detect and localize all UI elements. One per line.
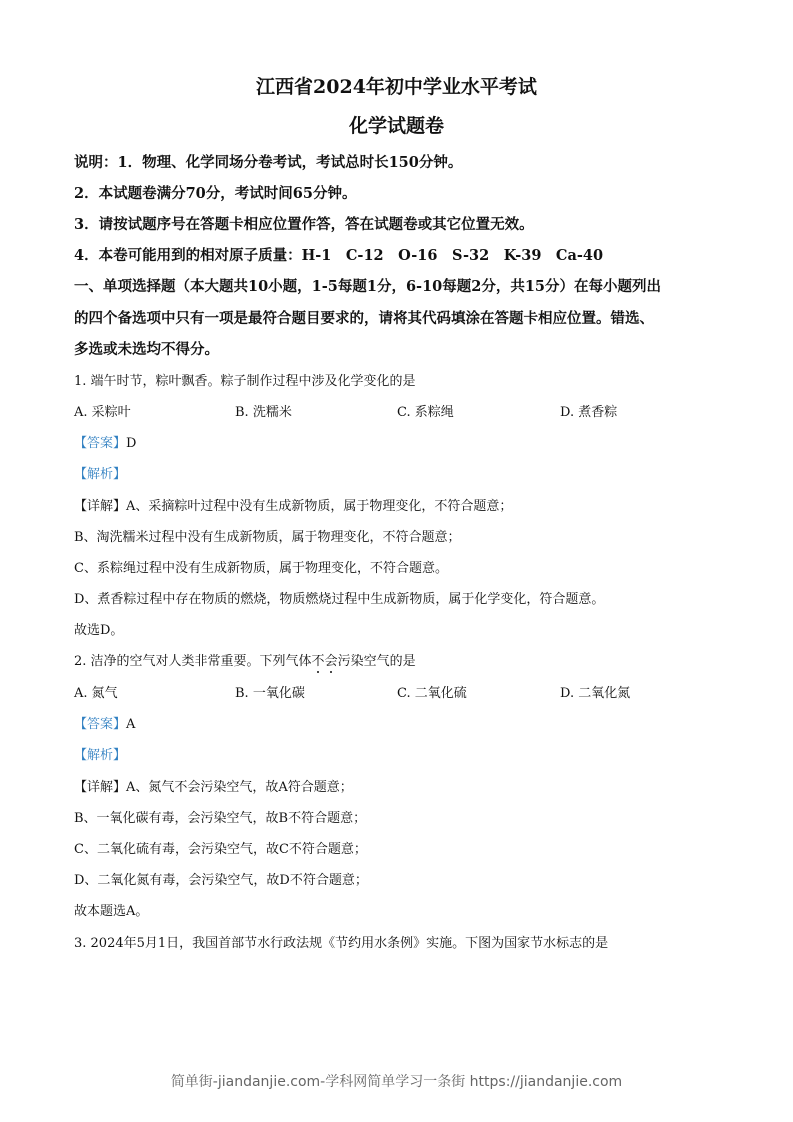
question-1-option-d: D. 煮香粽 bbox=[560, 405, 618, 420]
question-1-detail-1 bbox=[74, 495, 512, 514]
question-1-option-a: A. 采粽叶 bbox=[74, 405, 131, 420]
question-2-analysis-tag: 【解析】 bbox=[74, 748, 127, 763]
section-instructions-line2: 的四个备选项中只有一项是最符合题目要求的，请将其代码填涂在答题卡相应位置。错选、 bbox=[74, 310, 654, 327]
note-1: 说明：1．物理、化学同场分卷考试，考试总时长150分钟。 bbox=[74, 154, 463, 171]
question-1-detail-3: C、系粽绳过程中没有生成新物质，属于物理变化，不符合题意。 bbox=[74, 561, 448, 576]
question-1-conclusion: 故选D。 bbox=[74, 623, 124, 638]
question-3-stem: 3. 2024年5月1日，我国首部节水行政法规《节约用水条例》实施。下图为国家节水标志的是 bbox=[74, 936, 609, 951]
question-2-option-c: C. 二氧化硫 bbox=[397, 686, 467, 701]
question-1-analysis-tag: 【解析】 bbox=[74, 467, 127, 482]
question-2-stem bbox=[74, 650, 416, 669]
question-2-conclusion: 故本题选A。 bbox=[74, 904, 149, 919]
answer-value: A bbox=[126, 717, 136, 732]
question-1-option-c: C. 系粽绳 bbox=[397, 405, 454, 420]
question-2-detail-4: D、二氧化氮有毒，会污染空气，故D不符合题意； bbox=[74, 873, 368, 888]
answer-value: D bbox=[126, 436, 137, 451]
question-2-detail-1 bbox=[74, 776, 353, 795]
question-2-option-d: D. 二氧化氮 bbox=[560, 686, 631, 701]
question-2-option-a: A. 氮气 bbox=[74, 686, 118, 701]
question-1-stem: 1. 端午时节，粽叶飘香。粽子制作过程中涉及化学变化的是 bbox=[74, 374, 416, 389]
exam-title: 江西省2024年初中学业水平考试 bbox=[256, 76, 537, 98]
stem-part: 2. 洁净的空气对人类非常重要。下列气体 bbox=[74, 654, 312, 669]
answer-tag: 【答案】 bbox=[74, 717, 127, 732]
detail-tag: 【详解】 bbox=[74, 780, 127, 795]
detail-text: A、采摘粽叶过程中没有生成新物质，属于物理变化，不符合题意； bbox=[126, 499, 513, 514]
note-3: 3．请按试题序号在答题卡相应位置作答，答在试题卷或其它位置无效。 bbox=[74, 216, 534, 233]
page-footer[interactable]: 简单街-jiandanjie.com-学科网简单学习一条街 https://jiandanjie.com bbox=[170, 1074, 623, 1090]
detail-text: A、氮气不会污染空气，故A符合题意； bbox=[126, 780, 353, 795]
section-instructions-line1: 一、单项选择题（本大题共10小题，1-5每题1分，6-10每题2分，共15分）在每小题列出 bbox=[74, 278, 662, 295]
question-2-detail-2: B、一氧化碳有毒，会污染空气，故B不符合题意； bbox=[74, 811, 367, 826]
question-1-detail-4: D、煮香粽过程中存在物质的燃烧，物质燃烧过程中生成新物质，属于化学变化，符合题意。 bbox=[74, 592, 605, 607]
answer-tag: 【答案】 bbox=[74, 436, 127, 451]
detail-tag: 【详解】 bbox=[74, 499, 127, 514]
question-2-detail-3: C、二氧化硫有毒，会污染空气，故C不符合题意； bbox=[74, 842, 367, 857]
question-1-answer bbox=[74, 432, 136, 451]
section-instructions-line3: 多选或未选均不得分。 bbox=[74, 341, 219, 358]
question-2-option-b: B. 一氧化碳 bbox=[235, 686, 305, 701]
exam-subtitle: 化学试题卷 bbox=[348, 115, 444, 137]
question-1-option-b: B. 洗糯米 bbox=[235, 405, 292, 420]
emphasis-char: 不 bbox=[311, 654, 325, 669]
note-4: 4．本卷可能用到的相对原子质量：H-1 C-12 O-16 S-32 K-39 Ca-40 bbox=[74, 247, 604, 264]
question-2-answer bbox=[74, 713, 135, 732]
stem-part: 污染空气的是 bbox=[337, 654, 416, 669]
question-1-detail-2: B、淘洗糯米过程中没有生成新物质，属于物理变化，不符合题意； bbox=[74, 530, 461, 545]
note-2: 2．本试题卷满分70分，考试时间65分钟。 bbox=[74, 185, 357, 202]
emphasis-not bbox=[312, 654, 338, 669]
emphasis-char: 会 bbox=[324, 654, 338, 669]
